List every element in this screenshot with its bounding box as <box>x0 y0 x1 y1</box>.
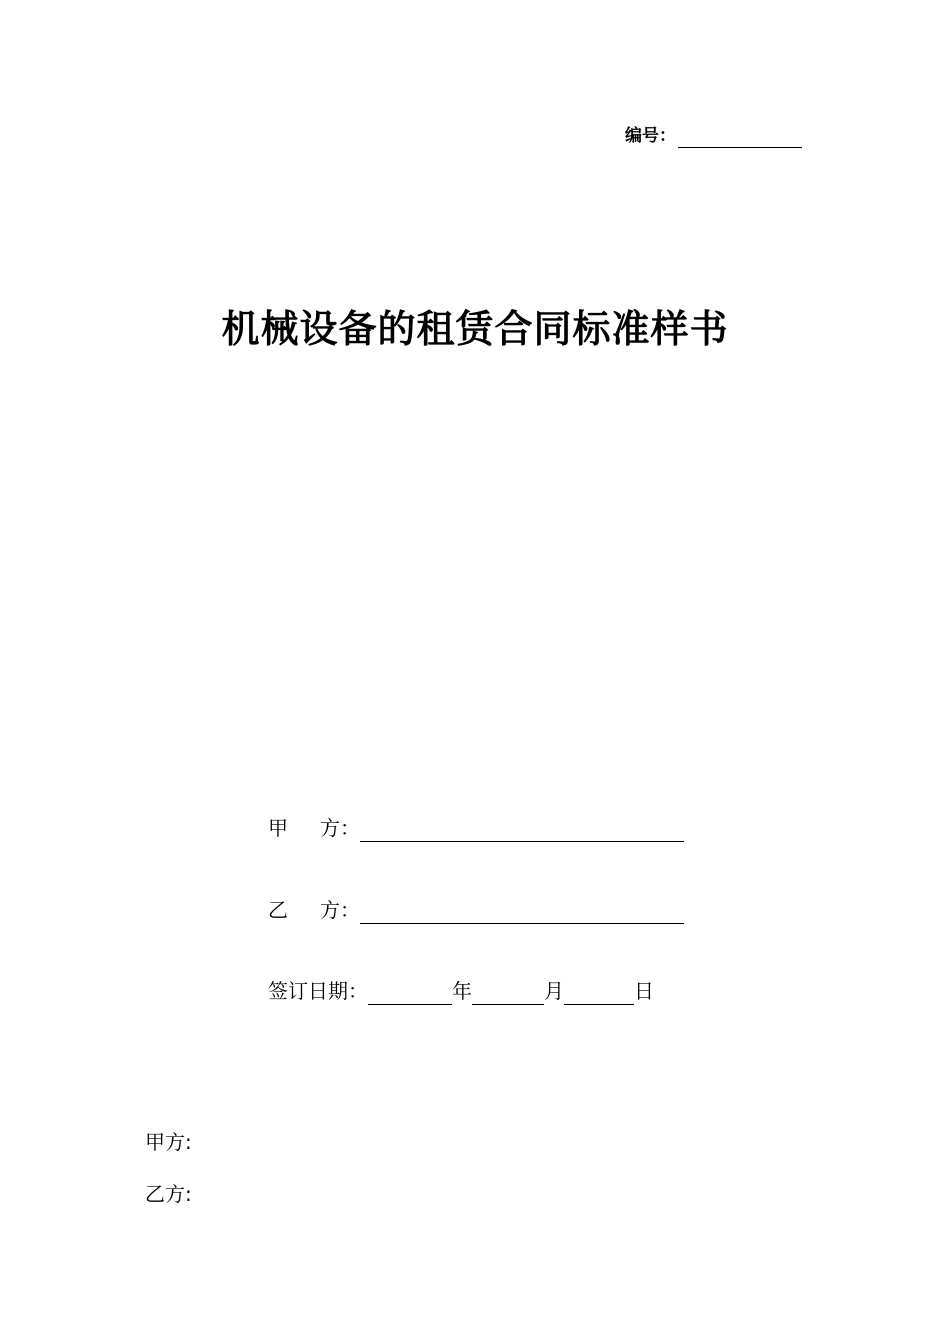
year-label: 年 <box>452 979 472 1003</box>
signing-date-row <box>268 977 654 1005</box>
party-a-label <box>268 814 340 842</box>
party-b-blank <box>360 901 684 924</box>
party-a-colon: ： <box>340 816 360 840</box>
footer-party-b: 乙方: <box>145 1182 192 1206</box>
serial-number-field <box>625 124 802 148</box>
month-blank <box>472 982 544 1005</box>
footer-party-a: 甲方: <box>145 1130 192 1154</box>
party-a-blank <box>360 819 684 842</box>
party-a-label-char2: 方 <box>320 816 340 840</box>
day-label: 日 <box>634 979 654 1003</box>
serial-number-blank <box>678 127 802 148</box>
serial-number-label: 编号： <box>625 126 676 146</box>
year-blank <box>368 982 452 1005</box>
month-label: 月 <box>544 979 564 1003</box>
party-b-label-char2: 方 <box>320 898 340 922</box>
party-a-label-char1: 甲 <box>268 816 288 840</box>
party-a-signature-row <box>268 814 684 842</box>
day-blank <box>564 982 634 1005</box>
party-b-label-char1: 乙 <box>268 898 288 922</box>
party-b-label <box>268 896 340 924</box>
party-b-signature-row <box>268 896 684 924</box>
party-b-colon: ： <box>340 898 360 922</box>
signing-date-label: 签订日期： <box>268 979 368 1003</box>
document-title: 机械设备的租赁合同标准样书 <box>221 306 729 351</box>
